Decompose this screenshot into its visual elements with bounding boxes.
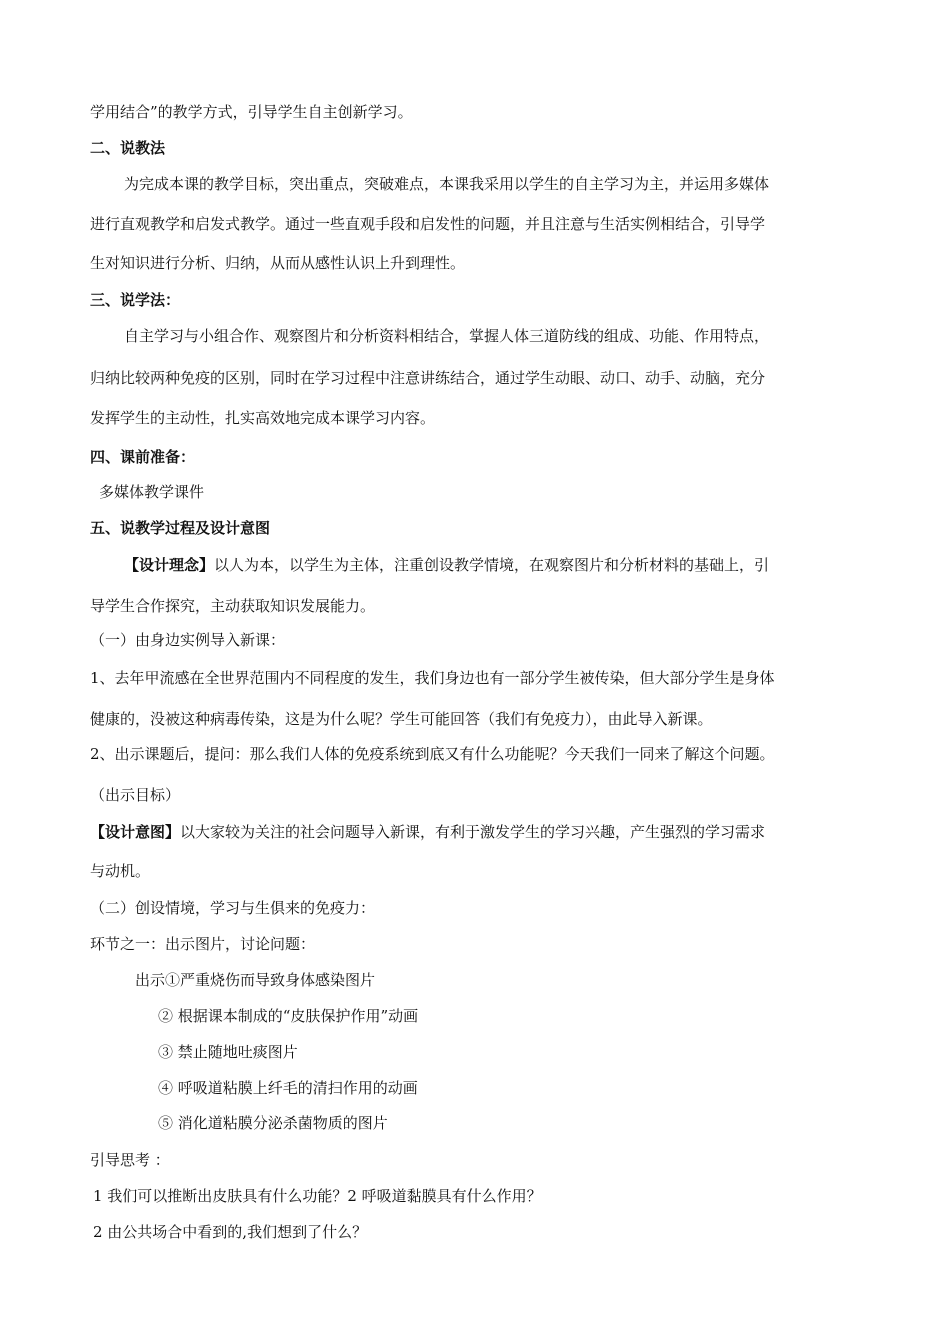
paragraph-line: 归纳比较两种免疫的区别，同时在学习过程中注意讲练结合，通过学生动眼、动口、动手、动脑，充分	[90, 369, 766, 387]
paragraph-line: 引导思考 ：	[90, 1151, 170, 1169]
paragraph-line: 环节之一：出示图片，讨论问题：	[90, 935, 316, 953]
paragraph-line: 生对知识进行分析、归纳，从而从感性认识上升到理性。	[90, 254, 466, 272]
paragraph-line: 与动机。	[90, 862, 151, 880]
paragraph-line: 1、去年甲流感在全世界范围内不同程度的发生，我们身边也有一部分学生被传染，但大部分学生是身体	[90, 669, 775, 687]
paragraph-line: 学用结合”的教学方式，引导学生自主创新学习。	[90, 103, 413, 121]
question-line: 2 由公共场合中看到的,我们想到了什么？	[93, 1223, 368, 1241]
paragraph-line: 进行直观教学和启发式教学。通过一些直观手段和启发性的问题，并且注意与生活实例相结合，引导学	[90, 215, 766, 233]
paragraph-line: 发挥学生的主动性，扎实高效地完成本课学习内容。	[90, 409, 436, 427]
paragraph-line: 为完成本课的教学目标，突出重点，突破难点，本课我采用以学生的自主学习为主，并运用多媒体	[124, 175, 770, 193]
question-line: 1 我们可以推断出皮肤具有什么功能？2 呼吸道黏膜具有什么作用？	[93, 1187, 542, 1205]
list-item: 出示①严重烧伤而导致身体感染图片	[135, 971, 376, 989]
subsection-heading: （二）创设情境，学习与生俱来的免疫力：	[90, 899, 376, 917]
design-intent-tag: 【设计意图】	[90, 823, 181, 841]
list-item: ③ 禁止随地吐痰图片	[158, 1043, 298, 1061]
paragraph-line: 2、出示课题后，提问：那么我们人体的免疫系统到底又有什么功能呢？今天我们一同来了解这个问题。	[90, 745, 775, 763]
paragraph-line: 健康的，没被这种病毒传染，这是为什么呢？学生可能回答（我们有免疫力），由此导入新课。	[90, 710, 713, 728]
paragraph-line: 多媒体教学课件	[99, 483, 205, 501]
list-item: ② 根据课本制成的“皮肤保护作用”动画	[158, 1007, 419, 1025]
section-heading-preparation: 四、课前准备：	[90, 448, 196, 466]
section-heading-teaching-method: 二、说教法	[90, 139, 166, 157]
paragraph-line: （出示目标）	[90, 786, 181, 804]
paragraph-line: 导学生合作探究，主动获取知识发展能力。	[90, 597, 376, 615]
paragraph-line: 自主学习与小组合作、观察图片和分析资料相结合，掌握人体三道防线的组成、功能、作用特点，	[124, 327, 770, 345]
list-item: ⑤ 消化道粘膜分泌杀菌物质的图片	[158, 1114, 388, 1132]
paragraph-line: 【设计意图】以大家较为关注的社会问题导入新课，有利于激发学生的学习兴趣，产生强烈的学习需求	[90, 823, 766, 841]
design-concept-tag: 【设计理念】	[124, 556, 215, 574]
list-item: ④ 呼吸道粘膜上纤毛的清扫作用的动画	[158, 1079, 418, 1097]
section-heading-teaching-process: 五、说教学过程及设计意图	[90, 519, 271, 537]
section-heading-learning-method: 三、说学法：	[90, 291, 181, 309]
paragraph-line: 【设计理念】以人为本，以学生为主体，注重创设教学情境，在观察图片和分析材料的基础上，引	[124, 556, 770, 574]
subsection-heading: （一）由身边实例导入新课：	[90, 631, 286, 649]
